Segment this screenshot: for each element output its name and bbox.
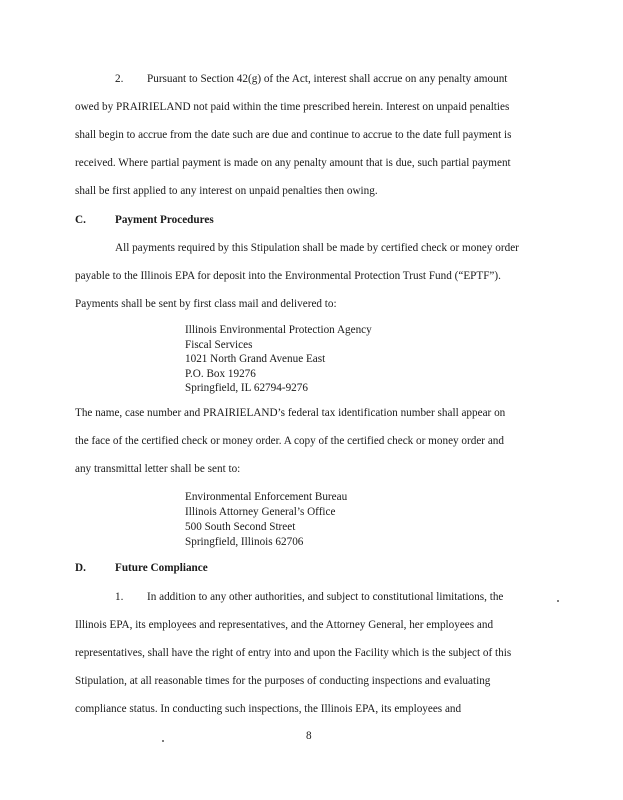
- address2-line-4: Springfield, Illinois 62706: [185, 536, 304, 548]
- address1-line-4: P.O. Box 19276: [185, 368, 256, 380]
- section-c-line-2: payable to the Illinois EPA for deposit into the Environmental Protection Trust Fund (“EPTF”).: [75, 270, 501, 282]
- section-d-para1-number: 1.: [115, 591, 124, 603]
- section-c-line-5: the face of the certified check or money order. A copy of the certified check or money order and: [75, 435, 504, 447]
- section-c-line-6: any transmittal letter shall be sent to:: [75, 463, 241, 475]
- para2-line-4: received. Where partial payment is made on any penalty amount that is due, such partial payment: [75, 157, 511, 169]
- address2-line-1: Environmental Enforcement Bureau: [185, 491, 348, 503]
- address1-line-5: Springfield, IL 62794-9276: [185, 382, 308, 394]
- section-c-line-4: The name, case number and PRAIRIELAND’s federal tax identification number shall appear on: [75, 407, 506, 419]
- section-d-para1-line-2: Illinois EPA, its employees and representatives, and the Attorney General, her employees and: [75, 619, 494, 631]
- section-d-title: Future Compliance: [115, 562, 208, 574]
- section-d-para1-line-3: representatives, shall have the right of entry into and upon the Facility which is the subject of this: [75, 647, 512, 659]
- page-number: 8: [306, 730, 312, 742]
- section-d-para1-line-1: In addition to any other authorities, and subject to constitutional limitations, the: [147, 591, 504, 603]
- para2-line-3: shall begin to accrue from the date such are due and continue to accrue to the date full payment is: [75, 129, 512, 141]
- address1-line-2: Fiscal Services: [185, 339, 253, 351]
- section-c-line-1: All payments required by this Stipulation shall be made by certified check or money order: [115, 242, 519, 254]
- scan-speck: [162, 740, 164, 742]
- address2-line-3: 500 South Second Street: [185, 521, 296, 533]
- section-c-line-3: Payments shall be sent by first class mail and delivered to:: [75, 298, 337, 310]
- section-d-letter: D.: [75, 562, 86, 574]
- section-c-title: Payment Procedures: [115, 214, 214, 226]
- section-c-letter: C.: [75, 214, 86, 226]
- para2-line-5: shall be first applied to any interest on unpaid penalties then owing.: [75, 185, 378, 197]
- para2-line-2: owed by PRAIRIELAND not paid within the time prescribed herein. Interest on unpaid penalties: [75, 101, 510, 113]
- para2-number: 2.: [115, 73, 124, 85]
- scan-speck: [557, 600, 559, 602]
- address2-line-2: Illinois Attorney General’s Office: [185, 506, 336, 518]
- address1-line-3: 1021 North Grand Avenue East: [185, 353, 326, 365]
- section-d-para1-line-4: Stipulation, at all reasonable times for the purposes of conducting inspections and evaluating: [75, 675, 491, 687]
- address1-line-1: Illinois Environmental Protection Agency: [185, 324, 372, 336]
- para2-line-1: Pursuant to Section 42(g) of the Act, interest shall accrue on any penalty amount: [147, 73, 508, 85]
- section-d-para1-line-5: compliance status. In conducting such inspections, the Illinois EPA, its employees and: [75, 703, 462, 715]
